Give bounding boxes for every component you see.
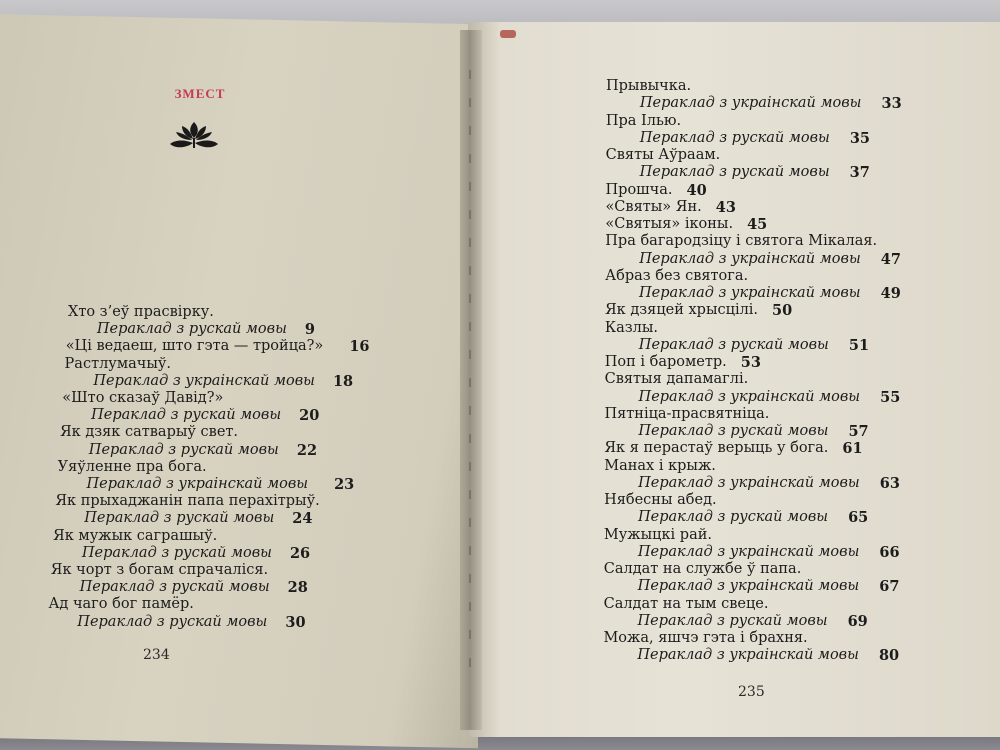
entry-page-number: 37 xyxy=(849,164,870,182)
stitch-mark xyxy=(469,70,471,79)
stitch-mark xyxy=(469,434,471,443)
story-title xyxy=(604,354,761,371)
entry-text: Як дзяцей хрысцілі. xyxy=(604,302,759,319)
stitch-mark xyxy=(469,406,471,415)
entry-text: Пераклад з рускай мовы xyxy=(81,544,272,561)
entry-page-number: 43 xyxy=(715,198,736,216)
entry-text: Салдат на службе ў папа. xyxy=(603,561,802,577)
entry-text: Пераклад з рускай мовы xyxy=(96,321,287,338)
entry-text: Пераклад з рускай мовы xyxy=(638,336,829,353)
translation-note xyxy=(96,321,316,339)
stitch-mark xyxy=(469,182,471,191)
entry-page-number: 33 xyxy=(881,95,902,113)
contents-heading: ЗМЕСТ xyxy=(174,86,226,101)
stitch-mark xyxy=(469,210,471,219)
entry-text: Пераклад з рускай мовы xyxy=(77,613,268,630)
story-title xyxy=(604,406,769,423)
story-title xyxy=(58,459,207,476)
translation-note xyxy=(638,423,869,440)
entry-page-number: 67 xyxy=(879,578,900,596)
translation-note xyxy=(84,510,313,528)
entry-text: Пераклад з рускай мовы xyxy=(91,407,282,424)
entry-text: «Святы» Ян. xyxy=(605,198,702,215)
stitch-mark xyxy=(469,462,471,471)
entry-text: Як я перастаў верыць у бога. xyxy=(604,440,829,457)
entry-text: Салдат на тым свеце. xyxy=(603,595,769,612)
stitch-mark xyxy=(469,546,471,555)
entry-page-number: 20 xyxy=(299,407,320,425)
story-title xyxy=(606,147,721,164)
entry-text: Пераклад з украінскай мовы xyxy=(638,474,860,491)
translation-note xyxy=(637,647,900,665)
story-title xyxy=(604,302,793,320)
story-title xyxy=(605,216,768,233)
story-title xyxy=(65,356,171,373)
entry-page-number: 22 xyxy=(296,441,318,459)
stitch-mark xyxy=(469,238,471,247)
translation-note xyxy=(639,164,870,182)
entry-text: Пераклад з рускай мовы xyxy=(638,423,829,439)
translation-note xyxy=(93,372,354,390)
translation-note xyxy=(639,285,901,302)
translation-note xyxy=(639,250,901,268)
story-title xyxy=(605,371,749,388)
entry-text: Прошча. xyxy=(605,181,673,198)
stitch-mark xyxy=(469,378,471,387)
entry-text: Ад чаго бог памёр. xyxy=(48,596,194,613)
story-title xyxy=(604,596,769,613)
entry-text: Нябесны абед. xyxy=(604,492,717,508)
entry-page-number: 18 xyxy=(332,372,354,390)
entry-text: Пераклад з рускай мовы xyxy=(639,129,830,146)
entry-text: «Што сказаў Давід?» xyxy=(62,390,224,406)
translation-note xyxy=(81,544,311,562)
entry-text: Пераклад з рускай мовы xyxy=(84,510,275,527)
entry-page-number: 61 xyxy=(842,440,863,458)
translation-note xyxy=(638,336,870,354)
stitch-mark xyxy=(469,490,471,499)
story-title xyxy=(606,78,691,95)
entry-text: Уяўленне пра бога. xyxy=(57,458,207,475)
entry-text: Пераклад з украінскай мовы xyxy=(638,388,861,405)
entry-text: Казлы. xyxy=(604,319,659,336)
entry-text: Пераклад з украінскай мовы xyxy=(639,250,861,267)
entry-text: Поп і барометр. xyxy=(604,354,727,370)
story-title xyxy=(605,268,748,285)
entry-page-number: 30 xyxy=(285,613,306,631)
story-title xyxy=(604,458,716,475)
entry-page-number: 69 xyxy=(847,612,868,630)
story-title xyxy=(605,181,707,199)
translation-note xyxy=(79,579,308,597)
stitch-mark xyxy=(469,126,471,135)
left-page-number: 234 xyxy=(143,647,170,663)
story-title xyxy=(605,198,736,216)
entry-page-number: 57 xyxy=(848,423,869,440)
story-title xyxy=(606,113,681,130)
entry-page-number: 49 xyxy=(880,285,901,302)
entry-text: Пятніца-прасвятніца. xyxy=(604,405,770,422)
right-page-number: 235 xyxy=(738,684,765,700)
entry-text: Хто з’еў прасвірку. xyxy=(68,304,214,320)
entry-text: Пераклад з рускай мовы xyxy=(639,164,830,181)
translation-note xyxy=(637,612,868,630)
story-title xyxy=(604,492,717,509)
stitch-mark xyxy=(469,154,471,163)
translation-note xyxy=(639,129,871,147)
stitch-mark xyxy=(469,322,471,331)
entry-page-number: 45 xyxy=(747,216,768,233)
entry-page-number: 9 xyxy=(304,321,316,339)
translation-note xyxy=(86,476,355,493)
story-title xyxy=(65,338,370,356)
entry-text: Пра Ілью. xyxy=(605,112,682,129)
translation-note xyxy=(91,407,320,425)
entry-page-number: 26 xyxy=(289,544,311,562)
entry-text: Пераклад з рускай мовы xyxy=(88,441,279,458)
stitch-mark xyxy=(469,630,471,639)
book-gutter xyxy=(460,30,482,730)
entry-text: Святыя дапамаглі. xyxy=(604,371,749,388)
story-title xyxy=(68,304,214,321)
entry-text: Пераклад з украінскай мовы xyxy=(637,543,860,560)
entry-page-number: 23 xyxy=(334,476,355,493)
stitch-mark xyxy=(469,350,471,359)
entry-text: Пераклад з украінскай мовы xyxy=(639,95,862,112)
entry-text: «Ці ведаеш, што гэта — тройца?» xyxy=(65,338,324,355)
stitch-mark xyxy=(469,602,471,611)
entry-text: Пераклад з украінскай мовы xyxy=(637,647,859,664)
translation-note xyxy=(638,388,901,406)
stitch-mark xyxy=(469,266,471,275)
story-title xyxy=(604,561,802,578)
story-title xyxy=(60,424,238,441)
story-title xyxy=(604,440,863,458)
entry-text: Мужыцкі рай. xyxy=(603,526,712,543)
entry-text: Можа, яшчэ гэта і брахня. xyxy=(603,630,808,646)
stitch-mark xyxy=(469,658,471,667)
story-title xyxy=(55,493,319,510)
entry-text: Пераклад з украінскай мовы xyxy=(639,285,861,301)
entry-page-number: 16 xyxy=(349,338,370,356)
entry-text: Пераклад з украінскай мовы xyxy=(86,476,309,492)
entry-page-number: 53 xyxy=(740,354,761,371)
entry-page-number: 24 xyxy=(292,510,313,528)
cover-edge xyxy=(500,30,516,38)
entry-page-number: 35 xyxy=(849,129,871,147)
translation-note xyxy=(88,441,318,459)
entry-text: Пераклад з украінскай мовы xyxy=(637,578,860,595)
entry-text: Пераклад з рускай мовы xyxy=(79,579,270,596)
translation-note xyxy=(639,95,902,113)
entry-page-number: 51 xyxy=(848,336,870,354)
entry-text: Пераклад з рускай мовы xyxy=(638,509,829,526)
entry-page-number: 28 xyxy=(287,579,308,597)
entry-text: Прывычка. xyxy=(606,78,692,94)
story-title xyxy=(603,630,807,647)
story-title xyxy=(605,320,658,337)
entry-page-number: 65 xyxy=(848,509,869,527)
entry-page-number: 63 xyxy=(879,474,900,492)
translation-note xyxy=(637,578,900,596)
stitch-mark xyxy=(469,518,471,527)
stitch-mark xyxy=(469,294,471,303)
entry-page-number: 80 xyxy=(878,647,900,665)
entry-text: «Святыя» іконы. xyxy=(605,216,734,232)
story-title xyxy=(62,390,223,407)
entry-text: Пераклад з украінскай мовы xyxy=(93,372,315,389)
entry-text: Як мужык саграшыў. xyxy=(53,527,218,544)
stitch-mark xyxy=(469,574,471,583)
entry-page-number: 66 xyxy=(879,543,900,561)
entry-text: Абраз без святога. xyxy=(605,267,749,284)
entry-page-number: 47 xyxy=(880,250,901,268)
story-title xyxy=(51,562,268,579)
entry-page-number: 55 xyxy=(880,388,901,406)
flower-ornament-icon xyxy=(168,118,220,154)
entry-page-number: 50 xyxy=(772,302,793,320)
story-title xyxy=(48,596,193,613)
entry-text: Растлумачыў. xyxy=(64,355,172,372)
story-title xyxy=(605,233,877,250)
entry-text: Як дзяк сатварыў свет. xyxy=(59,424,239,441)
entry-text: Пераклад з рускай мовы xyxy=(637,612,828,629)
translation-note xyxy=(637,543,900,561)
story-title xyxy=(604,527,712,544)
translation-note xyxy=(77,613,306,631)
entry-text: Як прыхаджанін папа перахітрыў. xyxy=(55,493,320,510)
entry-page-number: 40 xyxy=(686,181,707,199)
story-title xyxy=(53,528,217,545)
entry-text: Пра багародзіцу і святога Мікалая. xyxy=(605,233,878,250)
stitch-mark xyxy=(469,98,471,107)
entry-text: Як чорт з богам спрачаліся. xyxy=(50,562,269,578)
translation-note xyxy=(638,509,869,527)
entry-text: Святы Аўраам. xyxy=(605,147,721,163)
translation-note xyxy=(638,474,900,492)
entry-text: Манах і крыж. xyxy=(604,457,716,474)
